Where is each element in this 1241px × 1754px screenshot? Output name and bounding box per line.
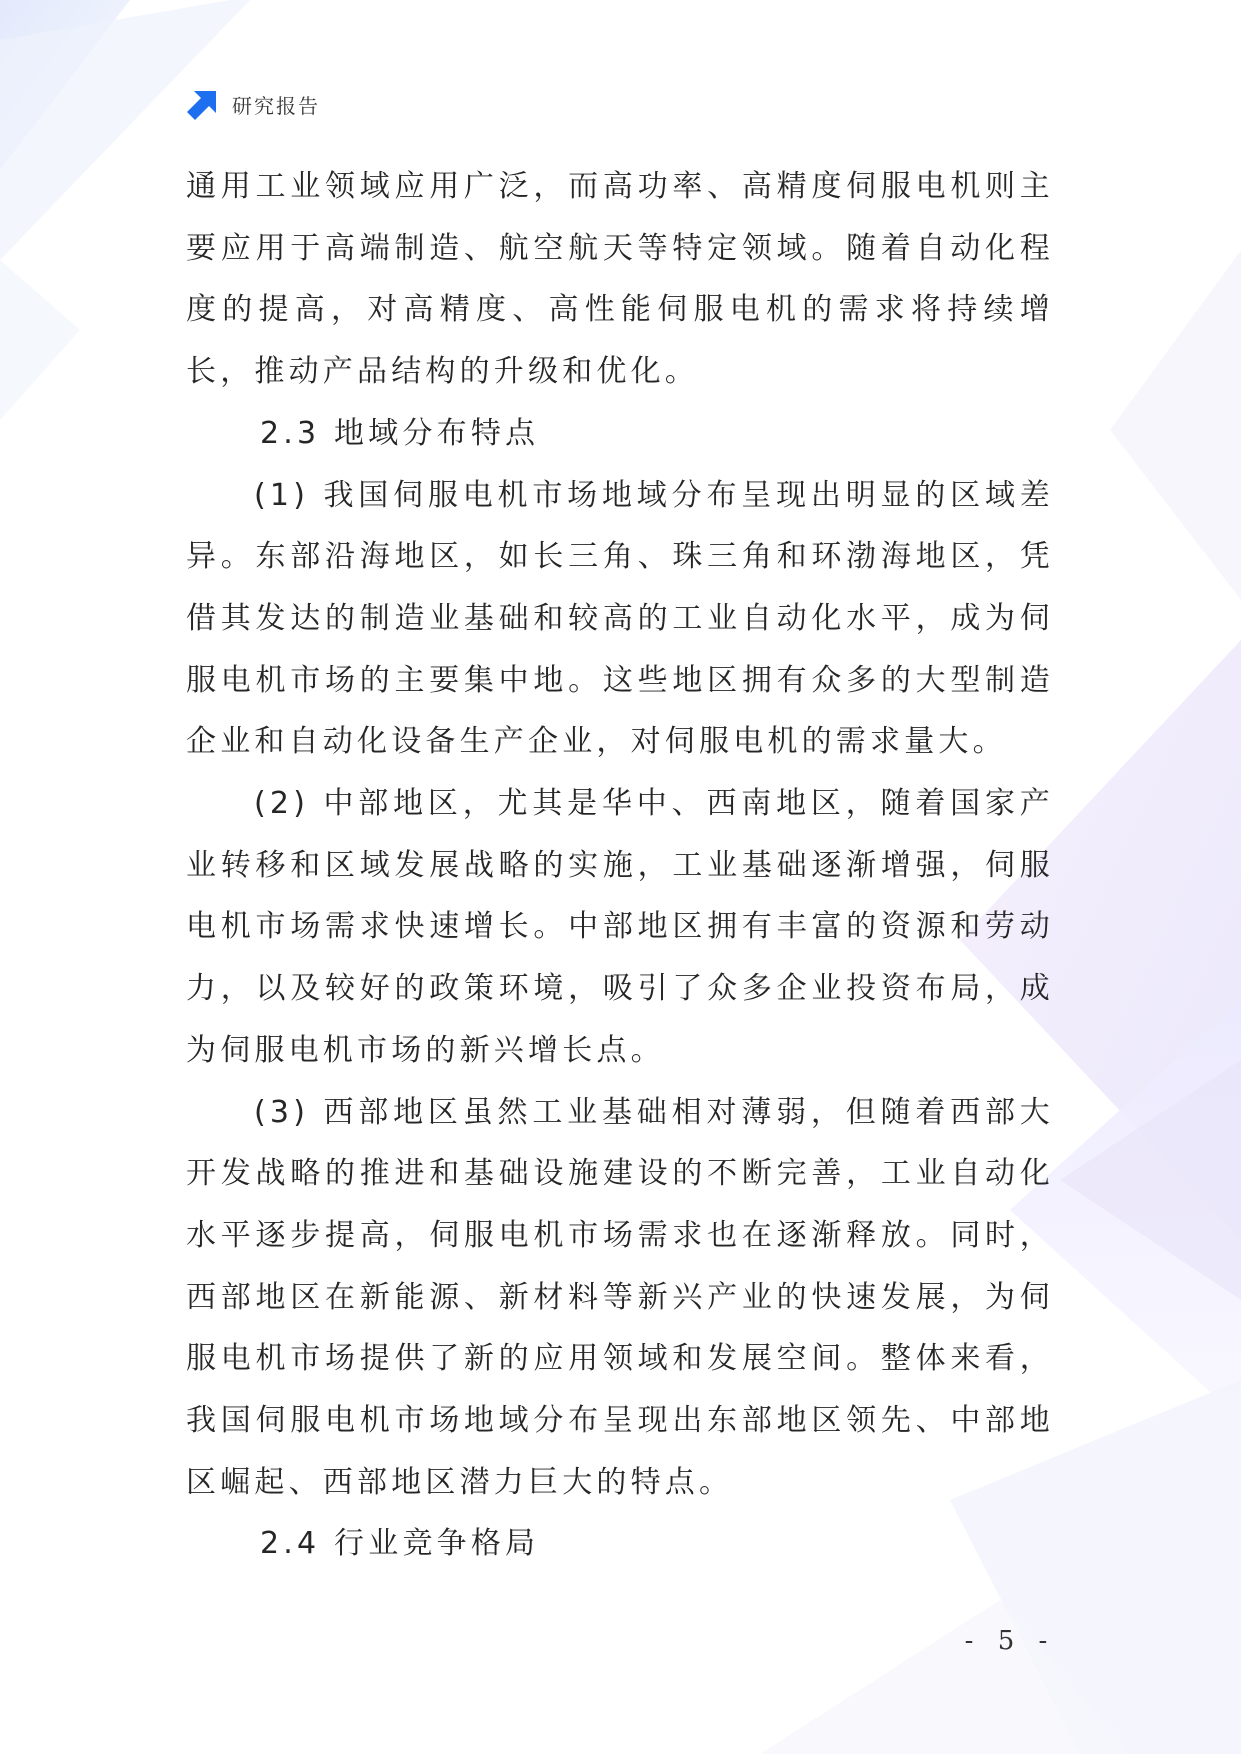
report-header bbox=[186, 86, 320, 122]
paragraph-east-region: (1) 我国伺服电机市场地域分布呈现出明显的区域差异。东部沿海地区，如长三角、珠三角和环渤海地区，凭借其发达的制造业基础和较高的工业自动化水平，成为伺服电机市场的主要集中地。这些地区拥有众多的大型制造企业和自动化设备生产企业，对伺服电机的需求量大。 bbox=[186, 477, 1054, 760]
paragraph-central-region: (2) 中部地区，尤其是华中、西南地区，随着国家产业转移和区域发展战略的实施，工业基础逐渐增强，伺服电机市场需求快速增长。中部地区拥有丰富的资源和劳动力，以及较好的政策环境，吸引了众多企业投资布局，成为伺服电机市场的新兴增长点。 bbox=[186, 786, 1054, 1068]
arrow-up-right-logo-icon bbox=[186, 87, 220, 121]
paragraph-west-region: (3) 西部地区虽然工业基础相对薄弱，但随着西部大开发战略的推进和基础设施建设的不断完善，工业自动化水平逐步提高，伺服电机市场需求也在逐渐释放。同时，西部地区在新能源、新材料等新兴产业的快速发展，为伺服电机市场提供了新的应用领域和发展空间。整体来看，我国伺服电机市场地域分布呈现出东部地区领先、中部地区崛起、西部地区潜力巨大的特点。 bbox=[186, 1094, 1054, 1500]
report-type-label: 研究报告 bbox=[232, 93, 320, 118]
section-heading-2-4: 2.4 行业竞争格局 bbox=[260, 1526, 540, 1562]
paragraph-product-structure: 通用工业领域应用广泛，而高功率、高精度伺服电机则主要应用于高端制造、航空航天等特定领域。随着自动化程度的提高，对高精度、高性能伺服电机的需求将持续增长，推动产品结构的升级和优化。 bbox=[186, 169, 1054, 390]
section-heading-2-3: 2.3 地域分布特点 bbox=[260, 415, 540, 451]
report-body bbox=[186, 156, 1054, 1575]
page-number: - 5 - bbox=[964, 1626, 1056, 1656]
